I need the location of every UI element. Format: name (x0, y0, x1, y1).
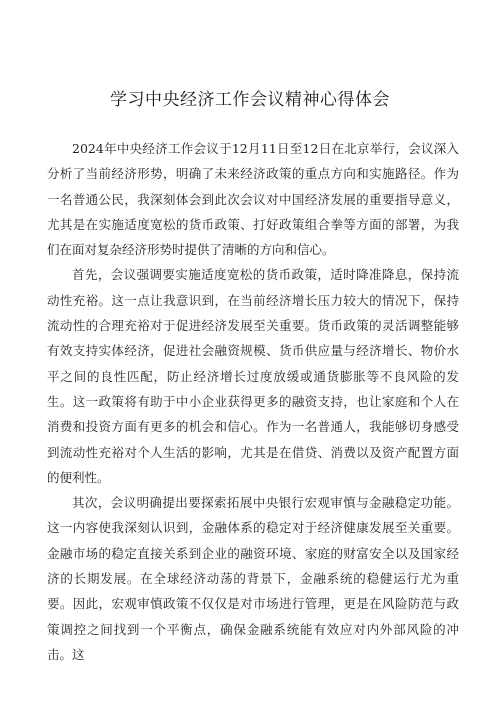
paragraph: 其次，会议明确提出要探索拓展中央银行宏观审慎与金融稳定功能。这一内容使我深刻认识到，金融体系的稳定对于经济健康发展至关重要。金融市场的稳定直接关系到企业的融资环境、家庭的财富安全以及国家经济的长期发展。在全球经济动荡的背景下，金融系统的稳健运行尤为重要。因此，宏观审慎政策不仅仅是对市场进行管理，更是在风险防范与政策调控之间找到一个平衡点，确保金融系统能有效应对内外部风险的冲击。这 (47, 495, 459, 662)
paragraph: 2024年中央经济工作会议于12月11日至12日在北京举行，会议深入分析了当前经济形势，明确了未来经济政策的重点方向和实施路径。作为一名普通公民，我深刻体会到此次会议对中国经济发展的重要指导意义，尤其是在实施适度宽松的货币政策、打好政策组合拳等方面的部署，为我们在面对复杂经济形势时提供了清晰的方向和信心。 (47, 141, 459, 258)
document-body (47, 136, 459, 667)
paragraph: 首先，会议强调要实施适度宽松的货币政策，适时降准降息，保持流动性充裕。这一点让我意识到，在当前经济增长压力较大的情况下，保持流动性的合理充裕对于促进经济发展至关重要。货币政策的灵活调整能够有效支持实体经济，促进社会融资规模、货币供应量与经济增长、物价水平之间的良性匹配，防止经济增长过度放缓或通货膨胀等不良风险的发生。这一政策将有助于中小企业获得更多的融资支持，也让家庭和个人在消费和投资方面有更多的机会和信心。作为一名普通人，我能够切身感受到流动性充裕对个人生活的影响，尤其是在借贷、消费以及资产配置方面的便利性。 (47, 267, 459, 485)
document-title: 学习中央经济工作会议精神心得体会 (110, 90, 390, 110)
